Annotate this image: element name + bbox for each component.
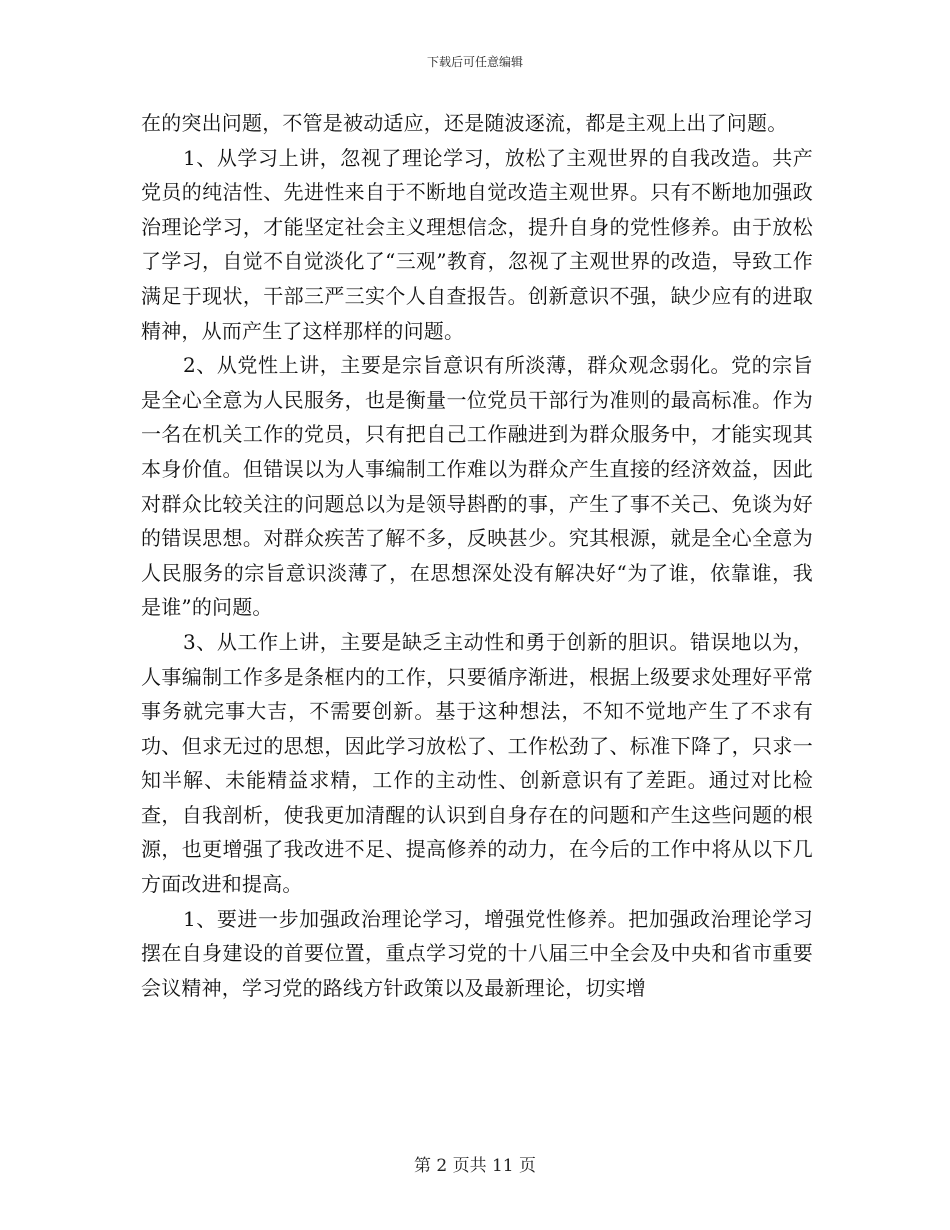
paragraph-1: 在的突出问题，不管是被动适应，还是随波逐流，都是主观上出了问题。 [141,111,788,135]
paragraph-2: 1、从学习上讲，忽视了理论学习，放松了主观世界的自我改造。共产党员的纯洁性、先进性来自于不断地自觉改造主观世界。只有不断地加强政治理论学习，才能坚定社会主义理想信念，提升自身的党性修养。由于放松了学习，自觉不自觉淡化了“三观”教育，忽视了主观世界的改造，导致工作满足于现状，干部三严三实个人自查报告。创新意识不强，缺少应有的进取精神，从而产生了这样那样的问题。 [141,145,813,343]
page-header: 下载后可任意编辑 [426,55,523,69]
paragraph-5: 1、要进一步加强政治理论学习，增强党性修养。把加强政治理论学习摆在自身建设的首要位置，重点学习党的十八届三中全会及中央和省市重要会议精神，学习党的路线方针政策以及最新理论，切实增 [141,906,813,1000]
document-body [141,106,813,1005]
paragraph-4: 3、从工作上讲，主要是缺乏主动性和勇于创新的胆识。错误地以为，人事编制工作多是条框内的工作，只要循序渐进，根据上级要求处理好平常事务就完事大吉，不需要创新。基于这种想法，不知不觉地产生了不求有功、但求无过的思想，因此学习放松了、工作松劲了、标准下降了，只求一知半解、未能精益求精，工作的主动性、创新意识有了差距。通过对比检查，自我剖析，使我更加清醒的认识到自身存在的问题和产生这些问题的根源，也更增强了我改进不足、提高修养的动力，在今后的工作中将从以下几方面改进和提高。 [141,629,813,897]
paragraph-3: 2、从党性上讲，主要是宗旨意识有所淡薄，群众观念弱化。党的宗旨是全心全意为人民服务，也是衡量一位党员干部行为准则的最高标准。作为一名在机关工作的党员，只有把自己工作融进到为群众服务中，才能实现其本身价值。但错误以为人事编制工作难以为群众产生直接的经济效益，因此对群众比较关注的问题总以为是领导斟酌的事，产生了事不关己、免谈为好的错误思想。对群众疾苦了解不多，反映甚少。究其根源，就是全心全意为人民服务的宗旨意识淡薄了，在思想深处没有解决好“为了谁，依靠谁，我是谁”的问题。 [141,353,813,620]
page-number: 第 2 页共 11 页 [413,1156,537,1176]
